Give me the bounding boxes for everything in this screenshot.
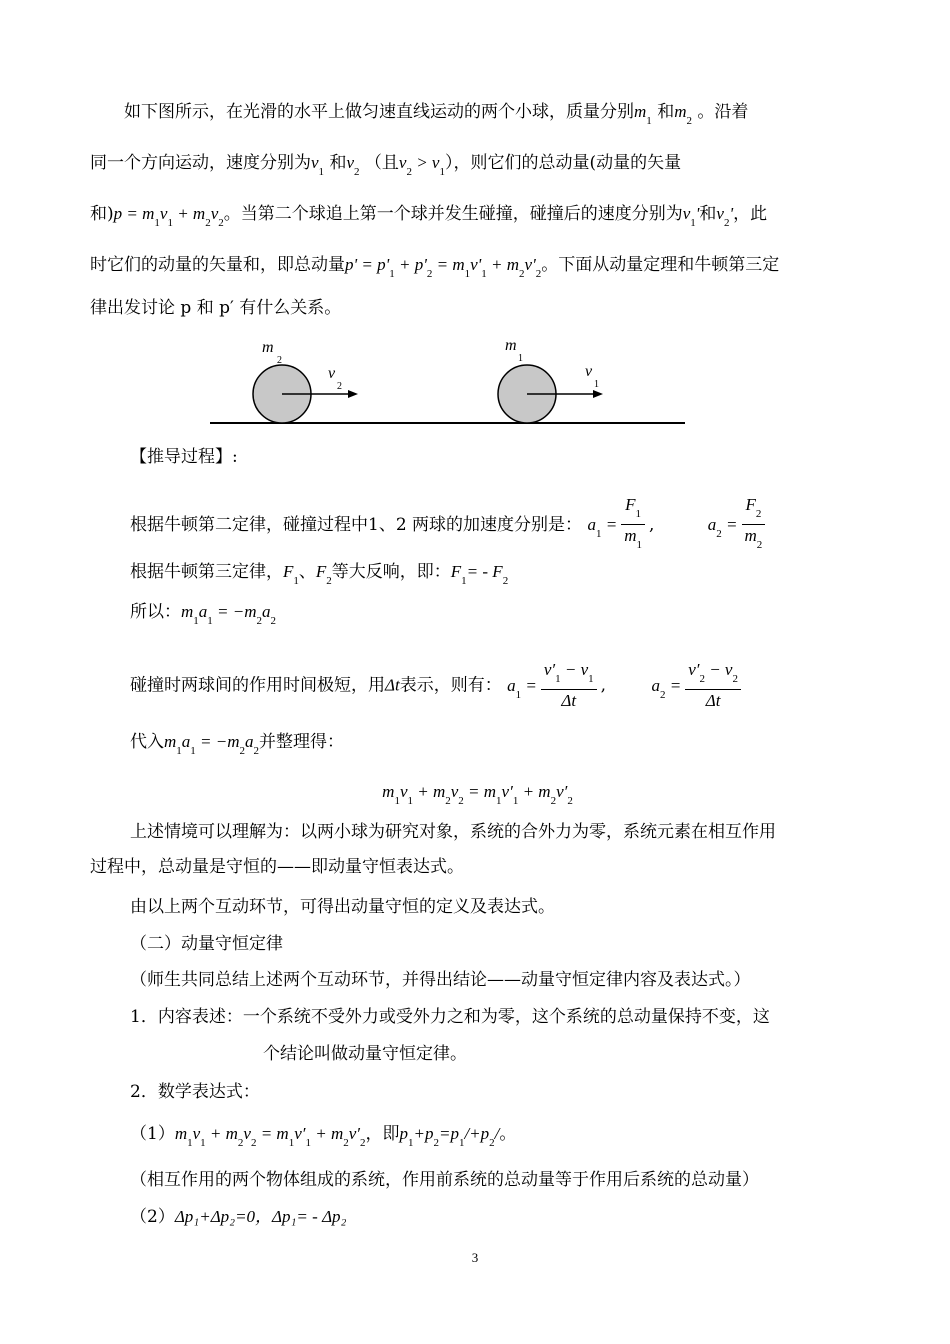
derivation-heading: 【推导过程】: [130,447,238,467]
intro-line-2: 同一个方向运动，速度分别为$v_1$ 和$v_2$ （且$v_2 > v_1$），则它们的总动量(动量的矢量 [90,153,682,178]
equation-1-note: （相互作用的两个物体组成的系统，作用前系统的总动量等于作用后系统的总动量） [130,1170,759,1190]
arrow-head-icon [593,390,603,398]
svg-text:2: 2 [337,381,342,392]
newton2-line: 根据牛顿第二定律，碰撞过程中1、2 两球的加速度分别是： $a_1$ = $\frac{F_1}{m_1}$ , $a_2$ = $\frac{F_2}{m_2}$ [130,495,850,556]
explanation-line-3: 由以上两个互动环节，可得出动量守恒的定义及表达式。 [130,897,555,917]
item1-line-2: 个结论叫做动量守恒定律。 [263,1044,467,1064]
collision-figure [200,330,700,440]
page-number: 3 [471,1250,479,1265]
svg-text:1: 1 [518,353,523,364]
intro-line-4: 时它们的动量的矢量和，即总动量$p' = p'_1 + p'_2 = m_1v'_1 + m_2v'_2$。下面从动量定理和牛顿第三定 [90,255,780,280]
intro-line-1: 如下图所示，在光滑的水平上做匀速直线运动的两个小球，质量分别$m_1$ 和$m_2$ 。沿着 [124,102,749,127]
math-m1: $m_1$ [634,102,652,127]
section-heading: （二）动量守恒定律 [130,934,283,954]
so-line: 所以：$m_1a_1 = -m_2a_2$ [130,602,277,627]
label-mass-2: m [262,339,274,356]
math-m2: $m_2$ [674,102,692,127]
explanation-line-2: 过程中，总动量是守恒的——即动量守恒表达式。 [90,857,464,877]
substitute-line: 代入$m_1a_1 = -m_2a_2$并整理得： [130,732,345,757]
newton3-line: 根据牛顿第三定律，$F_1$、$F_2$等大反响，即：$F_1= - F_2$ [130,562,509,587]
equation-1-line: $(1)m_1v_1 + m_2v_2 = m_1v'_1 + m_2v'_2$，即$p_1+p_2=p_1/+p_2/$。 [130,1124,517,1149]
explanation-line-1: 上述情境可以理解为：以两小球为研究对象，系统的合外力为零，系统元素在相互作用 [130,822,776,842]
item1-line-1: 1．内容表述：一个系统不受外力或受外力之和为零，这个系统的总动量保持不变，这 [130,1007,770,1027]
item2-line: 2．数学表达式： [130,1082,260,1102]
label-vel-1: v [585,363,593,380]
intro-line-5: 律出发讨论 p 和 p′ 有什么关系。 [90,298,342,318]
label-mass-1: m [505,337,517,354]
momentum-eq: $p = m_1v_1 + m_2v_2$ [113,204,224,229]
summary-line: （师生共同总结上述两个互动环节，并得出结论——动量守恒定律内容及表达式。） [130,970,751,990]
label-vel-2: v [328,365,336,382]
intro-line-3: 和)$p = m_1v_1 + m_2v_2$。当第二个球追上第一个球并发生碰撞，碰撞后的速度分别为$v_1'$和$v_2'$，此 [90,204,768,229]
arrow-head-icon [348,390,358,398]
collision-line: 碰撞时两球间的作用时间极短，用Δt表示，则有： $a_1$ = $\frac{v'_1 - v_1}{\Delta t}$ , $a_2$ = $\frac{v'_2 - v_2}{\Delta t}$ [130,660,850,712]
conservation-equation: $m_1v_1 + m_2v_2 = m_1v'_1 + m_2v'_2$ [382,782,573,807]
svg-text:1: 1 [594,379,599,390]
svg-text:2: 2 [277,355,282,366]
equation-2-line: （2）Δp₁+Δp₂=0，Δp₁= - Δp₂ [130,1207,347,1227]
